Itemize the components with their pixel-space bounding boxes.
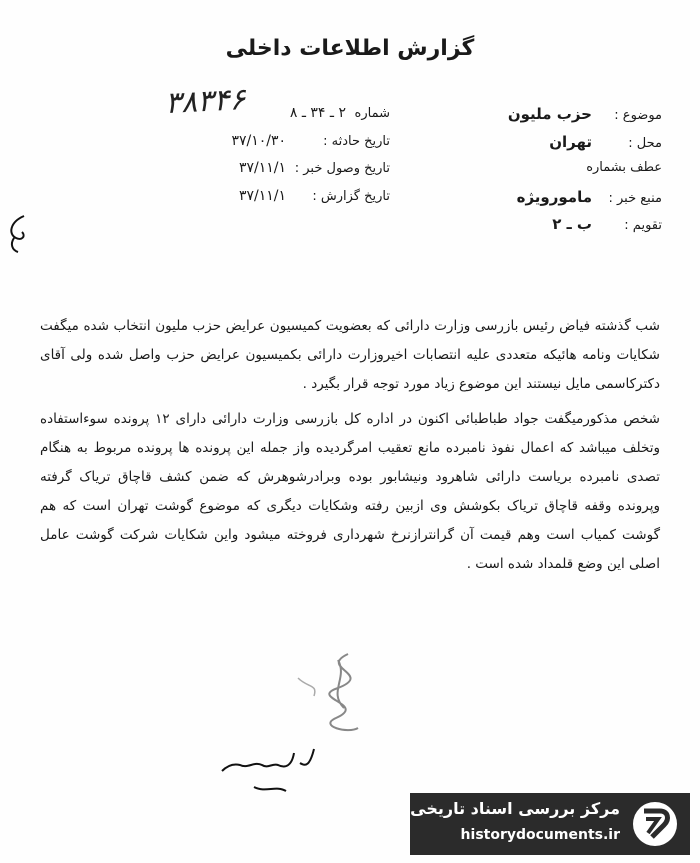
number-label: شماره [354,106,390,121]
evaluation-value: ب ـ ۲ [552,215,592,233]
header-fields-left [170,105,390,215]
archive-watermark [410,793,690,855]
reference-label: عطف بشماره [586,160,662,175]
place-value: تهران [549,132,592,151]
subject-value: حزب ملیون [507,105,592,123]
paragraph-2: شخص مذکورمیگفت جواد طباطبائی اکنون در اداره کل بازرسی وزارت دارائی دارای ۱۲ پرونده سوءاستفاده وتخلف میباشد که اعمال نفوذ نامبرده مانع تعقیب امرگردیده واز جمله این پرونده ها پرونده مربوط به هنگام تصدی نامبرده بریاست دارائی شاهرود ونیشابور بوده وبرادرشوهرش که ضمن کشف قاچاق تریاک گرفته وپرونده وقفه قاچاق تریاک بکوشش وی ازبین رفته وشکایات دیگری که موضوع گوشت تهران است که هم گوشت کمیاب است وهم قیمت آن گرانترازنرخ شهرداری فروخته میشود واین شکایات شرکت گوشت عامل اصلی این وضع قلمداد شده است . [40,411,660,572]
source-label: منبع خبر : [608,190,662,206]
report-date-value: ۳۷/۱۱/۱ [238,187,286,204]
paragraph-1: شب گذشته فیاض رئیس بازرسی وزارت دارائی که بعضویت کمیسیون عرایض حزب ملیون انتخاب شده میگفت شکایات ونامه هائیکه متعددی علیه انتصابات اخیروزارت دارائی بکمیسیون عرایض حزب واصل شده ولی آقای دکترکاسمی مایل نیستند این موضوع زیاد مورد توجه قرار بگیرد . [40,318,660,392]
source-value: مامورویژه [516,187,592,206]
reference-row [412,160,662,188]
report-date-label: تاریخ گزارش : [312,188,390,204]
evaluation-row [412,215,662,243]
event-date-row [170,133,390,161]
event-date-label: تاریخ حادثه : [323,133,390,149]
report-body [40,312,660,579]
received-date-value: ۳۷/۱۱/۱ [238,160,286,176]
received-date-label: تاریخ وصول خبر : [294,161,390,176]
header-fields-right [412,105,662,243]
evaluation-label: تقویم : [624,218,662,233]
source-row [412,188,662,216]
place-row [412,133,662,161]
handwritten-scribble [278,648,398,742]
report-date-row [170,188,390,216]
subject-row [412,105,662,133]
subject-label: موضوع : [614,108,662,123]
stamped-number: ۳۸۳۴۶ [164,81,247,122]
received-date-row [170,160,390,188]
archive-logo-icon [630,799,680,853]
number-value: ۲ ـ ۳۴ ـ ۸ [289,105,346,121]
signature [214,735,334,809]
event-date-value: ۳۷/۱۰/۳۰ [231,132,286,149]
archive-name: مرکز بررسی اسناد تاریخی [410,799,620,818]
document-title: گزارش اطلاعات داخلی [225,36,475,61]
margin-note [4,212,32,258]
archive-url: historydocuments.ir [460,827,620,843]
place-label: محل : [628,135,662,151]
